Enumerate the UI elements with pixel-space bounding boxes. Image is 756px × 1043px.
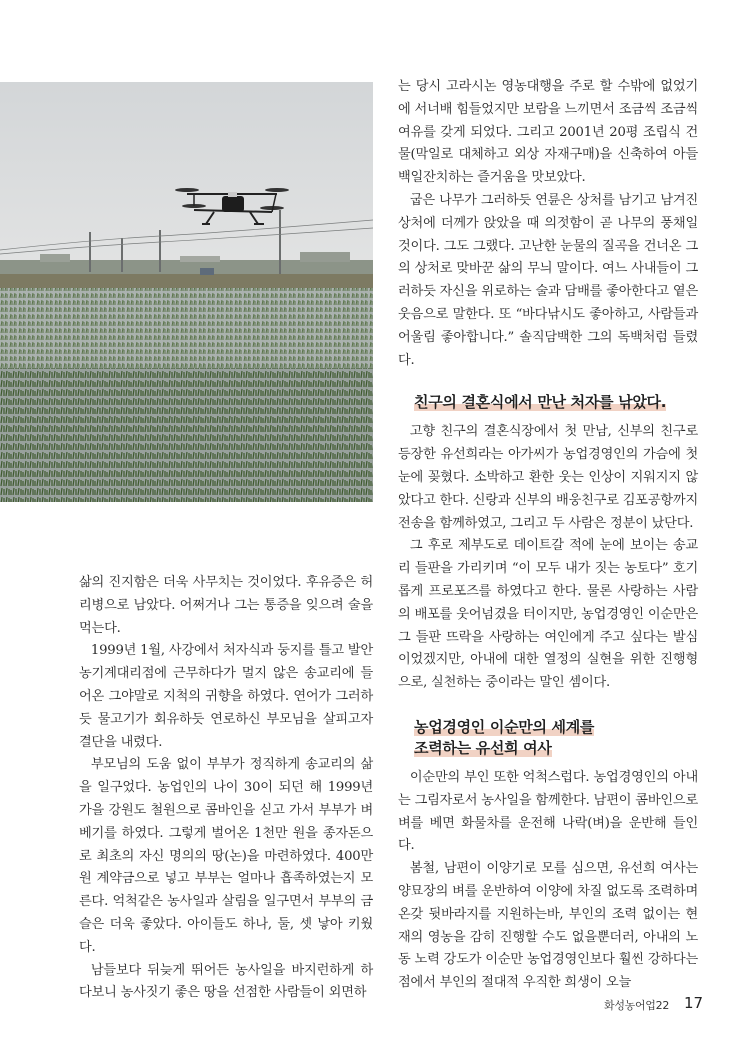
body-paragraph: 남들보다 뒤늦게 뛰어든 농사일을 바지런하게 하다보니 농사짓기 좋은 땅을 선점한 사람들이 외면하 — [79, 962, 373, 1001]
page-footer — [604, 994, 714, 1014]
drone-over-rice-paddy-photo — [0, 82, 373, 502]
section-heading-line: 조력하는 유선희 여사 — [414, 738, 552, 757]
body-paragraph: 봄철, 남편이 이양기로 모를 심으면, 유선희 여사는 양묘장의 벼를 운반하여 이양에 차질 없도록 조력하며 온갖 뒷바라지를 지원하는바, 부인의 조력 없이는 현재의 영농을 감히 진행할 수도 없을뿐더러, 아내의 노동 노력 강도가 이순만 농업경영인보다 훨씬 강하다는 점에서 부인의 절대적 우직한 희생이 오늘 — [398, 861, 698, 991]
section-heading-line: 친구의 결혼식에서 만난 처자를 낚았다. — [414, 393, 667, 412]
body-paragraph: 그 후로 제부도로 데이트갈 적에 눈에 보이는 송교리 들판을 가리키며 “이 모두 내가 짓는 농토다” 호기롭게 프로포즈를 하였다고 한다. 물론 사랑하는 사람의 배포를 웃어넘겼을 터이지만, 농업경영인 이순만은 그 들판 뜨락을 사랑하는 여인에게 주고 싶다는 발심이었겠지만, 아내에 대한 열정의 실현을 위한 진행형으로, 실천하는 중이라는 말인 셈이다. — [398, 538, 698, 691]
body-paragraph: 이순만의 부인 또한 억척스럽다. 농업경영인의 아내는 그림자로서 농사일을 함께한다. 남편이 콤바인으로 벼를 베면 화물차를 운전해 나락(벼)을 운반해 들인다. — [398, 769, 698, 854]
publication-name: 화성농어업22 — [604, 999, 670, 1012]
body-paragraph: 굽은 나무가 그러하듯 연륜은 상처를 남기고 남겨진 상처에 더께가 앉았을 때 의젓함이 곧 나무의 풍채일 것이다. 그도 그랬다. 고난한 눈물의 질곡을 건너온 그의 상처로 맞바꾼 삶의 무늬 말이다. 여느 사내들이 그러하듯 자신을 위로하는 술과 담배를 좋아한다고 옅은 웃음으로 말한다. 또 “바다낚시도 좋아하고, 사람들과 어울림 좋아합니다.” 솔직담백한 그의 독백처럼 들렸다. — [398, 192, 698, 368]
left-column — [79, 572, 373, 1005]
body-paragraph: 1999년 1월, 사강에서 처자식과 둥지를 틀고 발안 농기계대리점에 근무하다가 멀지 않은 송교리에 들어온 그야말로 지척의 귀향을 하였다. 연어가 그러하듯 물고기가 회유하듯 연로하신 부모님을 살피고자 결단을 내렸다. — [79, 643, 373, 750]
section-heading-wedding — [398, 392, 698, 413]
section-heading-wife — [398, 717, 698, 759]
body-paragraph: 부모님의 도움 없이 부부가 정직하게 송교리의 삶을 일구었다. 농업인의 나이 30이 되던 해 1999년 가을 강원도 철원으로 콤바인을 싣고 가서 부부가 벼베기를 하였다. 그렇게 벌어온 1천만 원을 종자돈으로 최초의 자신 명의의 땅(논)을 마련하였다. 400만 원 계약금으로 넣고 부부는 얼마나 흡족하였는지 모른다. 억척같은 농사일과 살림을 일구면서 부부의 금슬은 더욱 좋았다. 아이들도 하나, 둘, 셋 낳아 키웠다. — [79, 757, 373, 955]
body-paragraph: 고향 친구의 결혼식장에서 첫 만남, 신부의 친구로 등장한 유선희라는 아가씨가 농업경영인의 가슴에 첫눈에 꽂혔다. 소박하고 환한 웃는 인상이 지워지지 않았다고 한다. 신랑과 신부의 배웅친구로 김포공항까지 전송을 함께하였고, 그리고 두 사람은 정분이 났단다. — [398, 424, 698, 531]
section-heading-line: 농업경영인 이순만의 세계를 — [414, 717, 595, 736]
body-paragraph: 삶의 진지함은 더욱 사무치는 것이었다. 후유증은 허리병으로 남았다. 어쩌거나 그는 통증을 잊으려 술을 먹는다. — [79, 575, 373, 636]
page-number: 17 — [684, 994, 704, 1012]
body-paragraph: 는 당시 고라시논 영농대행을 주로 할 수밖에 없었기에 서너배 힘들었지만 보람을 느끼면서 조금씩 조금씩 여유를 갖게 되었다. 그리고 2001년 20평 조립식 건물(막일로 대체하고 외상 자재구매)을 신축하여 아들 백일잔치하는 즐거움을 맛보았다. — [398, 79, 698, 186]
drone-rice-paddy-photo — [0, 82, 373, 502]
right-column — [398, 76, 698, 995]
